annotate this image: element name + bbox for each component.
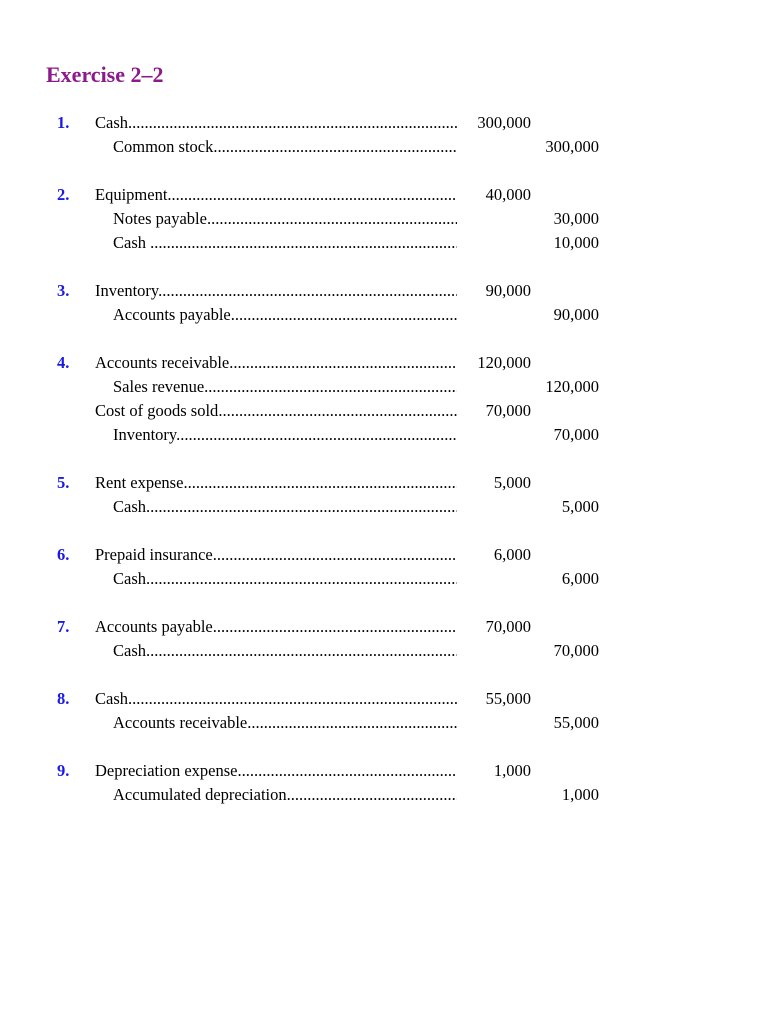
journal-entry (0, 543, 768, 591)
entry-line (0, 399, 768, 423)
account-name: Common stock ..... (113, 137, 457, 156)
entry-line (0, 231, 768, 255)
credit-account (113, 783, 457, 807)
credit-account (113, 495, 457, 519)
credit-account (113, 135, 457, 159)
debit-amount: 5,000 (493, 473, 531, 492)
account-name: Cash ..... (95, 689, 457, 708)
credit-amount: 90,000 (553, 305, 599, 324)
credit-amount: 1,000 (561, 785, 599, 804)
entry-line (0, 543, 768, 567)
account-name: Notes payable ..... (113, 209, 457, 228)
entry-number: 9. (57, 761, 70, 780)
account-name: Cash ..... (95, 113, 457, 132)
credit-amount: 70,000 (553, 641, 599, 660)
account-name: Cash ..... (113, 641, 457, 660)
account-name: Rent expense ..... (95, 473, 457, 492)
debit-account (95, 351, 457, 375)
entry-line (0, 135, 768, 159)
entry-line (0, 759, 768, 783)
entry-line (0, 567, 768, 591)
entry-number: 3. (57, 281, 70, 300)
account-name: Cost of goods sold ..... (95, 401, 457, 420)
account-name: Prepaid insurance ..... (95, 545, 457, 564)
journal-entry (0, 111, 768, 159)
debit-account (95, 399, 457, 423)
credit-amount: 30,000 (553, 209, 599, 228)
account-name: Accounts payable ..... (113, 305, 457, 324)
account-name: Accumulated depreciation ..... (113, 785, 457, 804)
entry-number: 8. (57, 689, 70, 708)
credit-account (113, 711, 457, 735)
journal-entry (0, 471, 768, 519)
account-name: Depreciation expense ..... (95, 761, 457, 780)
entry-line (0, 495, 768, 519)
entry-number: 5. (57, 473, 70, 492)
entry-line (0, 183, 768, 207)
credit-account (113, 303, 457, 327)
journal-entries (0, 111, 768, 831)
entry-line (0, 471, 768, 495)
credit-amount: 300,000 (545, 137, 599, 156)
journal-entry (0, 759, 768, 807)
credit-account (113, 207, 457, 231)
entry-line (0, 111, 768, 135)
entry-line (0, 279, 768, 303)
debit-amount: 120,000 (477, 353, 531, 372)
account-name: Cash ..... (113, 233, 457, 252)
journal-entry (0, 351, 768, 447)
entry-line (0, 783, 768, 807)
debit-account (95, 111, 457, 135)
credit-amount: 70,000 (553, 425, 599, 444)
debit-amount: 1,000 (493, 761, 531, 780)
credit-amount: 6,000 (561, 569, 599, 588)
debit-amount: 6,000 (493, 545, 531, 564)
entry-line (0, 423, 768, 447)
entry-number: 7. (57, 617, 70, 636)
debit-account (95, 471, 457, 495)
credit-account (113, 423, 457, 447)
entry-line (0, 303, 768, 327)
debit-account (95, 279, 457, 303)
credit-amount: 120,000 (545, 377, 599, 396)
account-name: Equipment ..... (95, 185, 457, 204)
credit-amount: 55,000 (553, 713, 599, 732)
credit-account (113, 231, 457, 255)
account-name: Inventory ..... (113, 425, 457, 444)
entry-line (0, 351, 768, 375)
credit-account (113, 639, 457, 663)
debit-amount: 300,000 (477, 113, 531, 132)
entry-line (0, 711, 768, 735)
entry-number: 2. (57, 185, 70, 204)
debit-amount: 70,000 (485, 617, 531, 636)
entry-line (0, 375, 768, 399)
journal-entry (0, 183, 768, 255)
account-name: Accounts receivable ..... (113, 713, 457, 732)
exercise-title: Exercise 2–2 (46, 62, 164, 87)
credit-account (113, 567, 457, 591)
entry-number: 4. (57, 353, 70, 372)
debit-account (95, 615, 457, 639)
account-name: Accounts receivable ..... (95, 353, 457, 372)
entry-number: 1. (57, 113, 70, 132)
entry-number: 6. (57, 545, 70, 564)
debit-account (95, 759, 457, 783)
debit-account (95, 687, 457, 711)
credit-account (113, 375, 457, 399)
debit-amount: 55,000 (485, 689, 531, 708)
credit-amount: 5,000 (561, 497, 599, 516)
debit-account (95, 543, 457, 567)
account-name: Inventory ..... (95, 281, 457, 300)
journal-entry (0, 615, 768, 663)
account-name: Accounts payable ..... (95, 617, 457, 636)
journal-entry (0, 279, 768, 327)
entry-line (0, 207, 768, 231)
debit-amount: 70,000 (485, 401, 531, 420)
credit-amount: 10,000 (553, 233, 599, 252)
debit-amount: 40,000 (485, 185, 531, 204)
debit-amount: 90,000 (485, 281, 531, 300)
account-name: Cash ..... (113, 497, 457, 516)
journal-entry (0, 687, 768, 735)
entry-line (0, 639, 768, 663)
entry-line (0, 687, 768, 711)
entry-line (0, 615, 768, 639)
account-name: Sales revenue ..... (113, 377, 457, 396)
debit-account (95, 183, 457, 207)
account-name: Cash ..... (113, 569, 457, 588)
